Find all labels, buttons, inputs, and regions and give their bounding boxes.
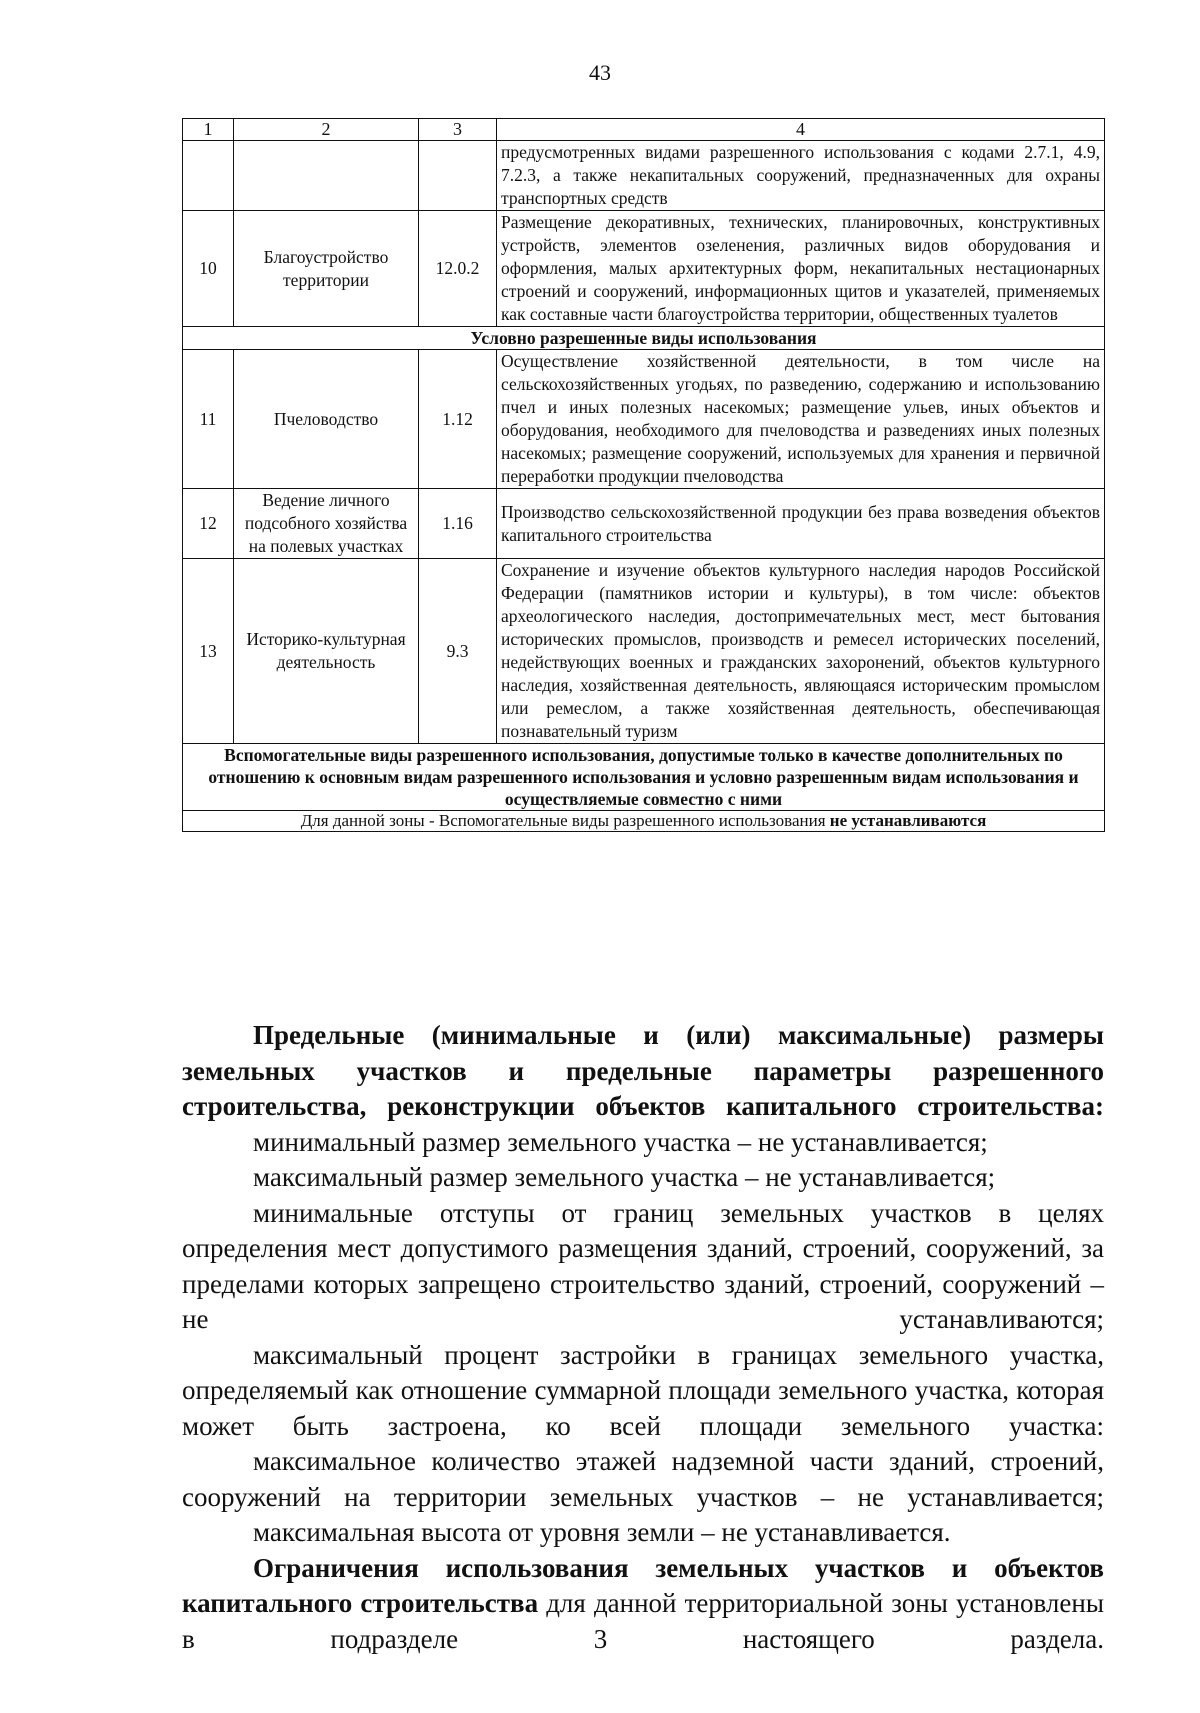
row-description: Осуществление хозяйственной деятельности, в том числе на сельскохозяйственных угодьях, по разведению, содержанию и использованию пчел и иных полезных насекомых; размещение ульев, иных объектов и оборудования, необходимого для пчеловодства и разведениях иных полезных насекомых; размещение сооружений, используемых для хранения и первичной переработки продукции пчеловодства — [497, 350, 1105, 489]
limit-item: максимальное количество этажей надземной части зданий, строений, сооружений на территории земельных участков – не устанавливается; — [182, 1446, 1104, 1512]
row-name: Благоустройство территории — [234, 211, 419, 327]
row-name: Историко-культурная деятельность — [234, 559, 419, 744]
limit-item: минимальный размер земельного участка – не устанавливается; — [253, 1126, 988, 1157]
page-number: 43 — [589, 60, 611, 85]
limit-item: максимальный размер земельного участка – не устанавливается; — [253, 1162, 996, 1192]
table-row — [183, 559, 1105, 744]
row-code: 12.0.2 — [419, 211, 497, 327]
row-number: 13 — [183, 559, 234, 744]
row-name: Ведение личного подсобного хозяйства на полевых участках — [234, 489, 419, 559]
limits-heading: Предельные (минимальные и (или) максимальные) размеры земельных участков и предельные параметры разрешенного строительства, реконструкции объектов капитального строительства: — [182, 1020, 1104, 1121]
column-header-1: 1 — [183, 119, 234, 141]
table-row — [183, 211, 1105, 327]
table-header-row — [183, 119, 1105, 141]
table-row — [183, 350, 1105, 489]
section-note-row — [183, 811, 1105, 832]
section-header-row — [183, 327, 1105, 350]
limit-item: минимальные отступы от границ земельных участков в целях определения мест допустимого размещения зданий, строений, сооружений, за пределами которых запрещено строительство зданий, строений, сооружений – не устанавливаются; — [182, 1197, 1104, 1334]
row-description: Производство сельскохозяйственной продукции без права возведения объектов капитального строительства — [497, 489, 1105, 559]
row-code: 1.12 — [419, 350, 497, 489]
table-row — [183, 489, 1105, 559]
section-header-row — [183, 744, 1105, 811]
auxiliary-section-header: Вспомогательные виды разрешенного использования, допустимые только в качестве дополнительных по отношению к основным видам разрешенного использования и условно разрешенным видам использования и осуществляемые совместно с ними — [183, 744, 1105, 811]
restrictions-text: для данной территориальной зоны установлены в подразделе 3 настоящего раздела. — [182, 1588, 1104, 1654]
restrictions-bold: Ограничения использования земельных участков и объектов капитального строительства — [182, 1552, 1104, 1618]
table-row-continuation — [183, 141, 1105, 211]
auxiliary-note — [183, 811, 1105, 832]
row-code: 9.3 — [419, 559, 497, 744]
column-header-4: 4 — [497, 119, 1105, 141]
column-header-3: 3 — [419, 119, 497, 141]
row-name: Пчеловодство — [234, 350, 419, 489]
row-description: Сохранение и изучение объектов культурного наследия народов Российской Федерации (памятников истории и культуры), в том числе: объектов археологического наследия, достопримечательных мест, мест бытования исторических промыслов, производств и ремесел исторических поселений, недействующих военных и гражданских захоронений, объектов культурного наследия, хозяйственная деятельность, являющаяся историческим промыслом или ремеслом, а также хозяйственная деятельность, обеспечивающая познавательный туризм — [497, 559, 1105, 744]
row-code: 1.16 — [419, 489, 497, 559]
row-description: предусмотренных видами разрешенного использования с кодами 2.7.1, 4.9, 7.2.3, а также некапитальных сооружений, предназначенных для охраны транспортных средств — [497, 141, 1105, 211]
conditional-section-header: Условно разрешенные виды использования — [183, 327, 1105, 350]
limit-item: максимальный процент застройки в границах земельного участка, определяемый как отношение суммарной площади земельного участка, которая может быть застроена, ко всей площади земельного участка: — [182, 1339, 1104, 1441]
limit-item: максимальная высота от уровня земли – не устанавливается. — [253, 1517, 951, 1547]
column-header-2: 2 — [234, 119, 419, 141]
restrictions-paragraph — [182, 1551, 1104, 1658]
limits-section — [182, 1018, 1104, 1657]
auxiliary-note-bold: не устанавливаются — [829, 811, 987, 830]
row-description: Размещение декоративных, технических, планировочных, конструктивных устройств, элементов озеленения, различных видов оборудования и оформления, малых архитектурных форм, некапитальных нестационарных строений и сооружений, информационных щитов и указателей, применяемых как составные части благоустройства территории, общественных туалетов — [497, 211, 1105, 327]
row-number: 10 — [183, 211, 234, 327]
row-number: 11 — [183, 350, 234, 489]
row-number: 12 — [183, 489, 234, 559]
land-use-table — [182, 118, 1105, 832]
auxiliary-note-text: Для данной зоны - Вспомогательные виды разрешенного использования — [300, 811, 830, 830]
